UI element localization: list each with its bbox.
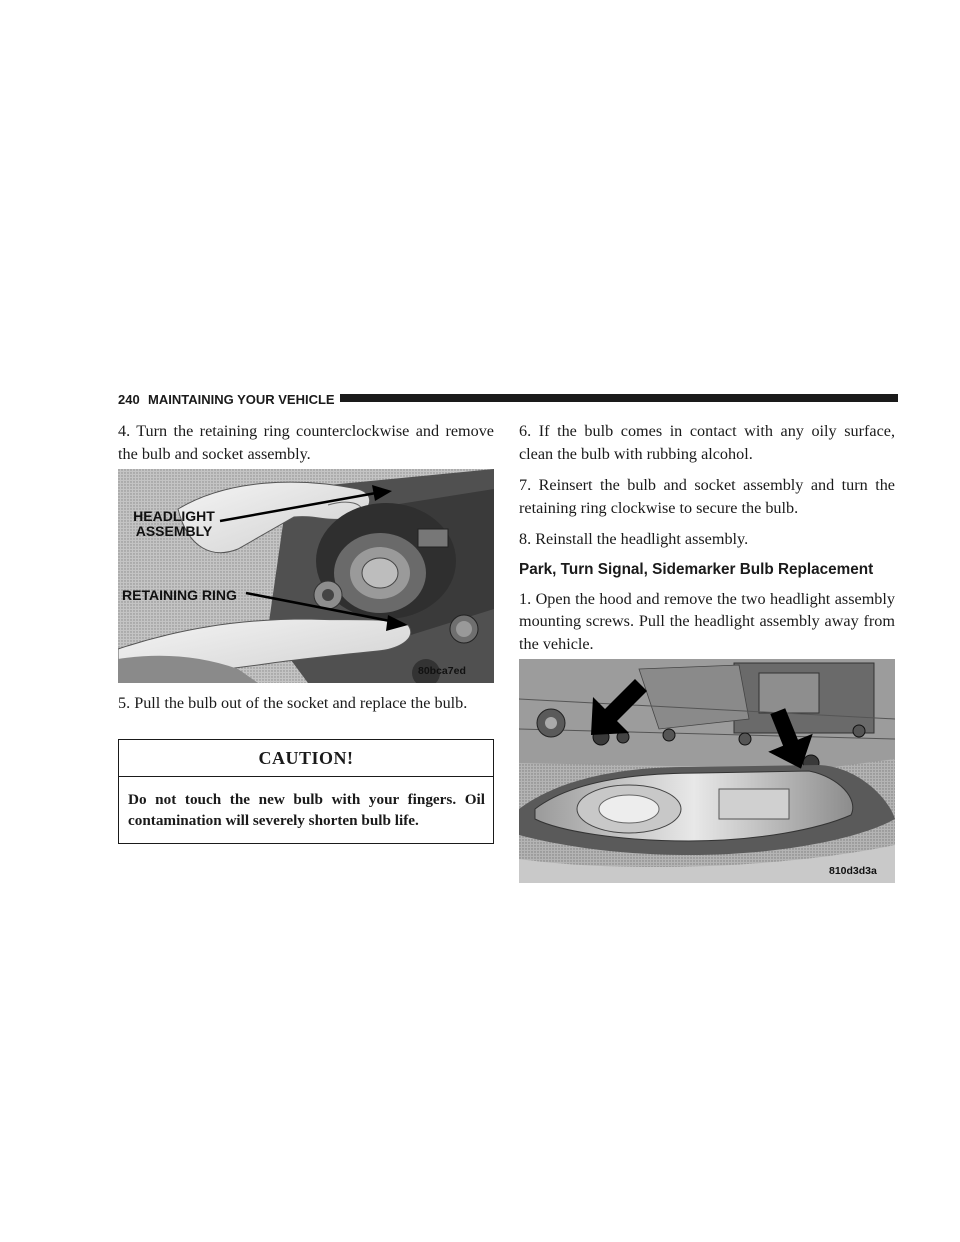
step-5: 5. Pull the bulb out of the socket and replace the bulb.: [118, 694, 468, 712]
step-8: 8. Reinstall the headlight assembly.: [519, 530, 749, 548]
page-header: [118, 390, 898, 410]
label-retaining-ring: RETAINING RING: [122, 587, 237, 603]
figure-code-1: 80bca7ed: [418, 665, 466, 677]
caution-text: Do not touch the new bulb with your fingers. Oil contamination will severely shorten bulb life.: [128, 790, 485, 829]
right-column: [519, 420, 895, 883]
step-6: 6. If the bulb comes in contact with any oily surface, clean the bulb with rubbing alcohol.: [519, 422, 895, 463]
headlight-removal-figure: [118, 469, 494, 683]
step-1: 1. Open the hood and remove the two headlight assembly mounting screws. Pull the headlight assembly away from the vehicle.: [519, 589, 895, 653]
step-4: 4. Turn the retaining ring counterclockwise and remove the bulb and socket assembly.: [118, 422, 494, 463]
caution-title: CAUTION!: [119, 740, 493, 777]
label-headlight-assembly: HEADLIGHT ASSEMBLY: [133, 508, 215, 539]
headlight-removal-illustration: [118, 469, 494, 683]
mounting-screws-illustration: [519, 659, 895, 883]
step-7: 7. Reinsert the bulb and socket assembly and turn the retaining ring clockwise to secure the bulb.: [519, 476, 895, 517]
figure-code-2: 810d3d3a: [829, 865, 877, 877]
section-title: MAINTAINING YOUR VEHICLE: [148, 392, 335, 407]
left-column: [118, 420, 494, 844]
header-rule: [340, 394, 898, 402]
subheading-park-turn-signal: Park, Turn Signal, Sidemarker Bulb Replacement: [519, 560, 874, 578]
caution-box: [118, 739, 494, 844]
page-number: 240: [118, 392, 140, 407]
mounting-screws-figure: [519, 659, 895, 883]
